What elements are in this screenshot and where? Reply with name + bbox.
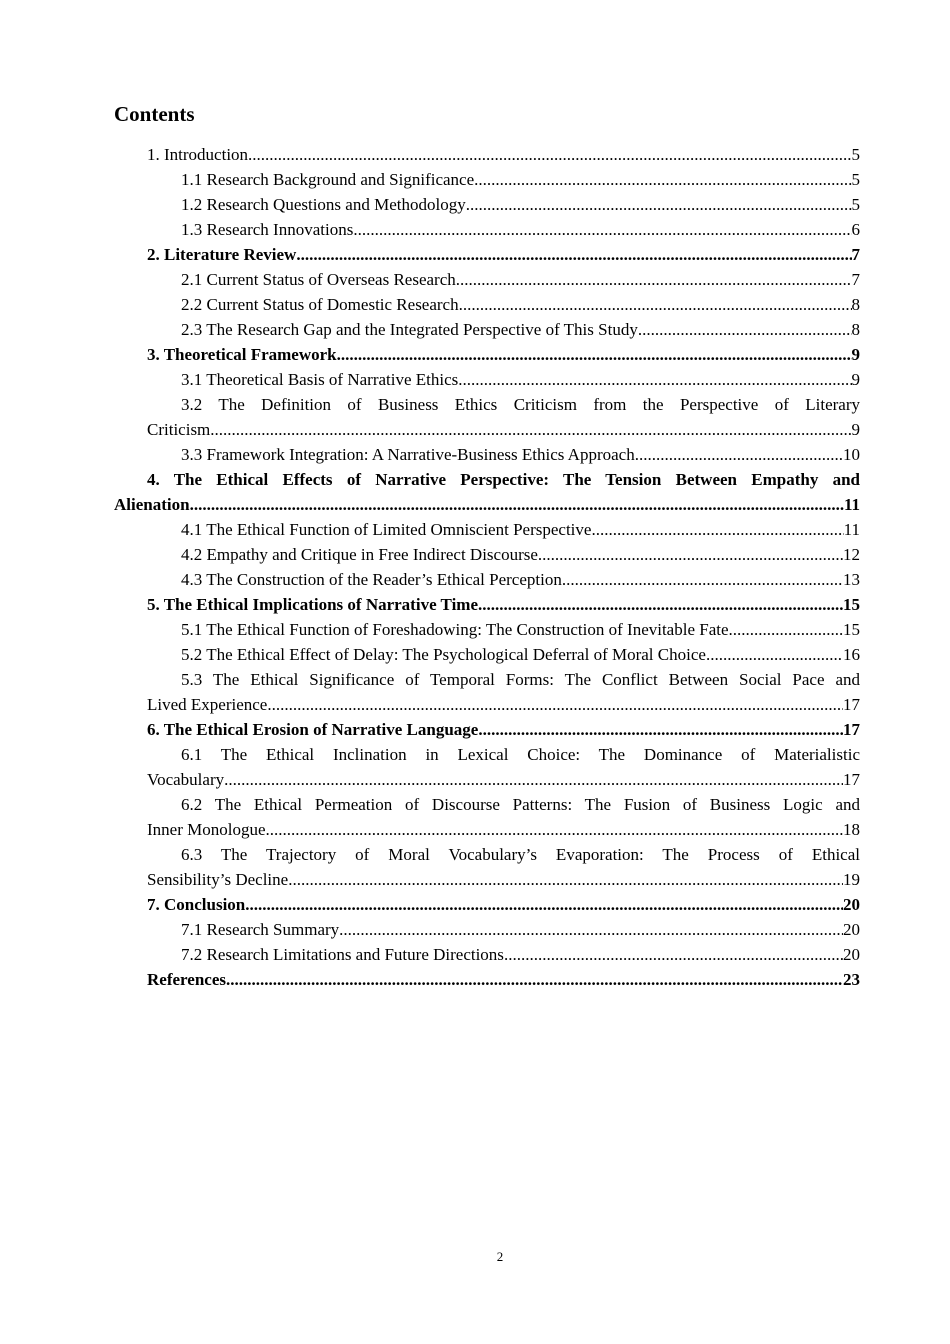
- toc-entry-title: 6.2 The Ethical Permeation of Discourse Patterns: The Fusion of Business Logic and: [181, 795, 860, 814]
- toc-entry[interactable]: [114, 842, 860, 892]
- toc-entry[interactable]: [114, 917, 860, 942]
- toc-entry[interactable]: [114, 292, 860, 317]
- toc-entry-page: 18: [843, 820, 860, 839]
- toc-entry-title: 3.1 Theoretical Basis of Narrative Ethics: [181, 370, 459, 389]
- toc-entry[interactable]: [114, 342, 860, 367]
- toc-entry[interactable]: [114, 442, 860, 467]
- toc-entry-page: 13: [843, 570, 860, 589]
- toc-entry-title: 1.3 Research Innovations: [181, 220, 354, 239]
- toc-entry-title: 1.1 Research Background and Significance: [181, 170, 475, 189]
- toc-entry-title: 2.1 Current Status of Overseas Research: [181, 270, 456, 289]
- dot-leader: [353, 217, 851, 242]
- toc-entry[interactable]: [114, 742, 860, 792]
- toc-entry-title: 3. Theoretical Framework: [147, 345, 337, 364]
- toc-entry-title: 4.3 The Construction of the Reader’s Ethical Perception: [181, 570, 562, 589]
- toc-entry-page: 12: [843, 545, 860, 564]
- toc-entry-title: 4.2 Empathy and Critique in Free Indirect Discourse: [181, 545, 538, 564]
- toc-entry[interactable]: [114, 942, 860, 967]
- page-number: 2: [496, 1249, 504, 1264]
- toc-entry-page: 17: [843, 720, 860, 739]
- toc-entry-page: 20: [843, 895, 860, 914]
- dot-leader: [190, 492, 844, 517]
- toc-heading: Contents: [114, 102, 195, 126]
- toc-entry[interactable]: [114, 967, 860, 992]
- toc-entry-title-continued: Inner Monologue: [147, 820, 266, 839]
- toc-entry[interactable]: [114, 217, 860, 242]
- dot-leader: [635, 442, 843, 467]
- dot-leader: [591, 517, 843, 542]
- toc-entry-title: 4.1 The Ethical Function of Limited Omniscient Perspective: [181, 520, 592, 539]
- toc-entry-page: 17: [843, 695, 860, 714]
- toc-entry[interactable]: [114, 242, 860, 267]
- toc-entry-page: 11: [843, 495, 860, 514]
- dot-leader: [474, 167, 851, 192]
- dot-leader: [339, 917, 843, 942]
- toc-entry-title: 5.1 The Ethical Function of Foreshadowing: The Construction of Inevitable Fate: [181, 620, 729, 639]
- toc-entry-title-continued: Alienation: [114, 495, 190, 514]
- toc-entry-title: 7.2 Research Limitations and Future Directions: [181, 945, 504, 964]
- toc-entry[interactable]: [114, 542, 860, 567]
- dot-leader: [266, 817, 843, 842]
- toc-entry-page: 9: [851, 345, 860, 364]
- toc-entry[interactable]: [114, 717, 860, 742]
- toc-entry-page: 5: [851, 170, 860, 189]
- dot-leader: [478, 717, 843, 742]
- toc-entry[interactable]: [114, 192, 860, 217]
- toc-entry-page: 20: [843, 920, 860, 939]
- toc-entry[interactable]: [114, 592, 860, 617]
- toc-entry-title: 2.2 Current Status of Domestic Research: [181, 295, 459, 314]
- toc-entry-page: 5: [851, 145, 860, 164]
- toc-entry-page: 17: [843, 770, 860, 789]
- toc-entry[interactable]: [114, 367, 860, 392]
- toc-entry-title-continued: Lived Experience: [147, 695, 268, 714]
- dot-leader: [729, 617, 843, 642]
- toc-entry[interactable]: [114, 467, 860, 517]
- toc-entry-page: 8: [851, 320, 860, 339]
- dot-leader: [248, 142, 851, 167]
- toc-entry-title: 6. The Ethical Erosion of Narrative Language: [147, 720, 479, 739]
- dot-leader: [638, 317, 852, 342]
- toc-entry[interactable]: [114, 517, 860, 542]
- dot-leader: [288, 867, 843, 892]
- dot-leader: [562, 567, 843, 592]
- toc-entry-title: 1. Introduction: [147, 145, 249, 164]
- toc-entry[interactable]: [114, 617, 860, 642]
- toc-entry-page: 9: [851, 420, 860, 439]
- toc-entry-title-continued: Sensibility’s Decline: [147, 870, 289, 889]
- toc-entry-title-continued: Vocabulary: [147, 770, 225, 789]
- toc-entry-title: References: [147, 970, 226, 989]
- toc-entry-title: 5.3 The Ethical Significance of Temporal Forms: The Conflict Between Social Pace and: [181, 670, 860, 689]
- toc-entry[interactable]: [114, 392, 860, 442]
- dot-leader: [296, 242, 851, 267]
- toc-entry[interactable]: [114, 667, 860, 717]
- dot-leader: [466, 192, 852, 217]
- dot-leader: [459, 292, 852, 317]
- dot-leader: [267, 692, 843, 717]
- toc-entry-page: 8: [851, 295, 860, 314]
- dot-leader: [706, 642, 843, 667]
- toc-entry-title: 3.2 The Definition of Business Ethics Criticism from the Perspective of Literary: [181, 395, 860, 414]
- toc-entry-title: 6.3 The Trajectory of Moral Vocabulary’s Evaporation: The Process of Ethical: [181, 845, 860, 864]
- dot-leader: [504, 942, 843, 967]
- toc-entry-title: 5. The Ethical Implications of Narrative Time: [147, 595, 479, 614]
- toc-entry-page: 19: [843, 870, 860, 889]
- toc-entry-page: 10: [843, 445, 860, 464]
- dot-leader: [224, 767, 843, 792]
- toc-entry[interactable]: [114, 642, 860, 667]
- dot-leader: [337, 342, 852, 367]
- toc-entry-page: 16: [843, 645, 860, 664]
- toc-entry[interactable]: [114, 792, 860, 842]
- toc-entry[interactable]: [114, 267, 860, 292]
- toc-entry-page: 5: [851, 195, 860, 214]
- toc-entry[interactable]: [114, 567, 860, 592]
- toc-entry-title: 4. The Ethical Effects of Narrative Perspective: The Tension Between Empathy and: [147, 470, 860, 489]
- toc-entry[interactable]: [114, 142, 860, 167]
- dot-leader: [538, 542, 843, 567]
- toc-entry-page: 6: [851, 220, 860, 239]
- toc-entry-page: 7: [851, 270, 860, 289]
- dot-leader: [245, 892, 843, 917]
- dot-leader: [226, 967, 843, 992]
- toc-entry-title: 1.2 Research Questions and Methodology: [181, 195, 466, 214]
- toc-entry-page: 15: [843, 620, 860, 639]
- toc-entry-title-continued: Criticism: [147, 420, 211, 439]
- dot-leader: [458, 367, 851, 392]
- toc-entry-page: 23: [843, 970, 860, 989]
- toc-entry-title: 2. Literature Review: [147, 245, 297, 264]
- dot-leader: [210, 417, 851, 442]
- toc-entry[interactable]: [114, 317, 860, 342]
- table-of-contents: [114, 142, 860, 992]
- toc-entry-page: 11: [843, 520, 860, 539]
- toc-entry-page: 15: [843, 595, 860, 614]
- toc-entry-page: 7: [851, 245, 860, 264]
- dot-leader: [456, 267, 852, 292]
- toc-entry-page: 9: [851, 370, 860, 389]
- toc-entry-title: 7.1 Research Summary: [181, 920, 340, 939]
- toc-entry-title: 3.3 Framework Integration: A Narrative-Business Ethics Approach: [181, 445, 635, 464]
- toc-entry-page: 20: [843, 945, 860, 964]
- toc-entry[interactable]: [114, 167, 860, 192]
- toc-entry-title: 2.3 The Research Gap and the Integrated Perspective of This Study: [181, 320, 638, 339]
- toc-entry-title: 6.1 The Ethical Inclination in Lexical Choice: The Dominance of Materialistic: [181, 745, 860, 764]
- toc-entry-title: 7. Conclusion: [147, 895, 246, 914]
- toc-entry[interactable]: [114, 892, 860, 917]
- dot-leader: [478, 592, 843, 617]
- toc-entry-title: 5.2 The Ethical Effect of Delay: The Psychological Deferral of Moral Choice: [181, 645, 706, 664]
